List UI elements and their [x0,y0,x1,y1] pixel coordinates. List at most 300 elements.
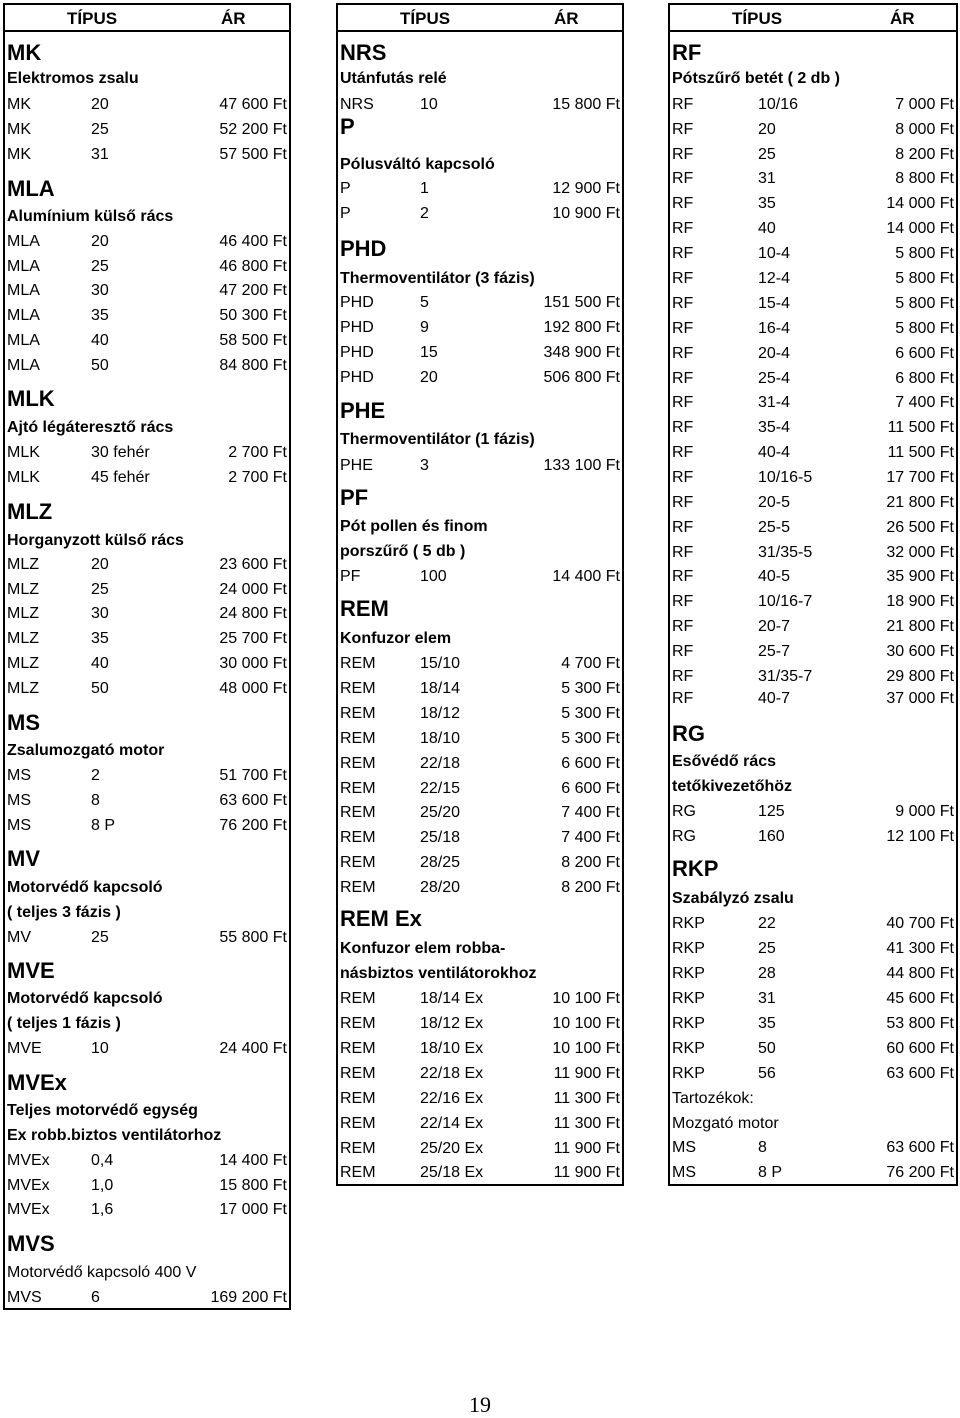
product-price: 5 800 Ft [895,319,954,337]
product-code: RF [672,493,694,511]
price-row [340,1136,620,1161]
price-row [7,92,287,117]
product-size: 5 [420,293,429,311]
description-text: Teljes motorvédő egység [7,1101,198,1119]
category-code: PF [340,484,369,510]
product-size: 10/16-7 [758,592,813,610]
product-size: 31-4 [758,393,791,411]
product-price: 15 800 Ft [552,95,620,113]
product-code: REM [340,679,376,697]
product-size: 40 [758,219,776,237]
category-description [7,528,287,553]
product-price: 7 400 Ft [561,803,620,821]
product-price: 6 600 Ft [561,779,620,797]
product-price: 14 400 Ft [552,567,620,585]
description-text: Konfuzor elem [340,629,452,647]
price-row [7,465,287,490]
price-row [340,776,620,801]
product-size: 22/16 Ex [420,1089,484,1107]
description-text: tetőkivezetőhöz [672,777,793,795]
price-row [340,564,620,589]
product-price: 14 400 Ft [219,1151,287,1169]
product-code: MK [7,120,31,138]
price-row [7,353,287,378]
description-text: Motorvédő kapcsoló 400 V [7,1263,197,1281]
category-heading [340,398,620,423]
product-code: MLZ [7,629,39,647]
column-header [338,5,622,32]
product-code: RF [672,95,694,113]
product-size: 22 [758,914,776,932]
product-price: 53 800 Ft [886,1014,954,1032]
product-price: 6 600 Ft [895,344,954,362]
product-code: MVEx [7,1176,50,1194]
product-size: 160 [758,827,785,845]
product-price: 24 800 Ft [219,604,287,622]
description-text: Konfuzor elem robba- [340,939,506,957]
product-size: 25 [91,580,109,598]
category-description [7,875,287,900]
price-row [672,166,954,191]
price-row [7,142,287,167]
product-size: 3 [420,456,429,474]
product-code: REM [340,853,376,871]
category-heading [7,40,287,65]
product-code: RF [672,443,694,461]
product-size: 20-7 [758,617,791,635]
product-code: REM [340,878,376,896]
product-size: 22/18 Ex [420,1064,484,1082]
product-price: 10 100 Ft [552,1039,620,1057]
product-code: MLZ [7,555,39,573]
product-size: 40 [91,654,109,672]
price-row [340,986,620,1011]
category-description [7,1011,287,1036]
product-size: 40-7 [758,689,791,707]
price-row [7,601,287,626]
price-row [672,341,954,366]
price-row [7,1285,287,1310]
product-size: 22/15 [420,779,461,797]
product-code: MS [7,791,31,809]
price-row [340,1036,620,1061]
product-price: 63 600 Ft [886,1138,954,1156]
product-price: 84 800 Ft [219,356,287,374]
product-code: RF [672,169,694,187]
price-row [7,763,287,788]
price-row [672,316,954,341]
product-code: MV [7,928,31,946]
price-row [7,626,287,651]
price-row [7,925,287,950]
product-code: RKP [672,1064,705,1082]
product-price: 47 200 Ft [219,281,287,299]
product-size: 25-5 [758,518,791,536]
price-row [672,1160,954,1185]
category-description [672,774,954,799]
product-size: 25-4 [758,369,791,387]
product-code: RG [672,827,696,845]
product-price: 14 000 Ft [886,194,954,212]
price-row [340,701,620,726]
product-code: RF [672,244,694,262]
price-row [7,651,287,676]
product-code: P [340,204,351,222]
product-code: RF [672,393,694,411]
category-code: NRS [340,39,387,65]
product-price: 4 700 Ft [561,654,620,672]
product-code: RF [672,667,694,685]
product-size: 25 [91,928,109,946]
product-code: PHD [340,368,374,386]
category-description [672,66,954,91]
product-code: MLK [7,468,40,486]
product-price: 5 300 Ft [561,704,620,722]
description-text: Thermoventilátor (3 fázis) [340,269,535,287]
product-price: 48 000 Ft [219,679,287,697]
price-row [672,440,954,465]
page-number: 19 [469,1392,491,1417]
product-code: RF [672,617,694,635]
product-size: 31/35-7 [758,667,813,685]
product-code: RF [672,418,694,436]
product-price: 2 700 Ft [228,468,287,486]
price-row [672,92,954,117]
product-code: MLZ [7,679,39,697]
product-price: 21 800 Ft [886,617,954,635]
description-text: Zsalumozgató motor [7,741,165,759]
product-price: 29 800 Ft [886,667,954,685]
product-size: 18/12 [420,704,461,722]
product-code: RF [672,543,694,561]
price-row [7,813,287,838]
price-row [7,328,287,353]
category-heading [7,710,287,735]
header-type: TÍPUS [67,9,118,28]
product-code: REM [340,1089,376,1107]
product-price: 6 600 Ft [561,754,620,772]
price-row [672,911,954,936]
product-size: 18/14 [420,679,461,697]
product-price: 133 100 Ft [543,456,620,474]
header-price: ÁR [221,9,246,28]
category-description [340,936,620,961]
price-row [672,366,954,391]
product-size: 25/20 Ex [420,1139,484,1157]
product-size: 9 [420,318,429,336]
product-price: 63 600 Ft [886,1064,954,1082]
category-heading [340,40,620,65]
price-row [672,266,954,291]
product-price: 25 700 Ft [219,629,287,647]
product-size: 1,0 [91,1176,114,1194]
product-code: P [340,179,351,197]
price-row [7,1036,287,1061]
product-price: 45 600 Ft [886,989,954,1007]
product-code: NRS [340,95,374,113]
category-heading [340,596,620,621]
category-description [340,514,620,539]
product-code: MS [7,816,31,834]
product-price: 348 900 Ft [543,343,620,361]
price-row [7,229,287,254]
price-row [672,936,954,961]
product-code: MLA [7,331,40,349]
product-code: REM [340,754,376,772]
category-description [672,886,954,911]
category-code: REM Ex [340,905,422,931]
product-price: 151 500 Ft [543,293,620,311]
product-price: 5 300 Ft [561,729,620,747]
price-row [340,1011,620,1036]
category-heading [7,499,287,524]
price-row [7,1197,287,1222]
category-code: MLK [7,385,55,411]
category-heading [672,721,954,746]
product-size: 31/35-5 [758,543,813,561]
product-size: 25-7 [758,642,791,660]
product-size: 50 [91,679,109,697]
price-row [672,1011,954,1036]
product-code: RF [672,592,694,610]
description-text: Utánfutás relé [340,69,447,87]
category-description [340,539,620,564]
product-price: 8 200 Ft [561,878,620,896]
product-price: 10 100 Ft [552,1014,620,1032]
product-code: PHE [340,456,373,474]
product-size: 12-4 [758,269,791,287]
product-code: MLZ [7,604,39,622]
product-size: 45 fehér [91,468,150,486]
product-code: REM [340,1014,376,1032]
price-row [672,961,954,986]
price-row [340,1061,620,1086]
price-row [672,390,954,415]
category-code: RKP [672,855,719,881]
note-text [7,1260,287,1285]
product-price: 46 400 Ft [219,232,287,250]
description-text: Esővédő rács [672,752,777,770]
product-code: REM [340,1163,376,1181]
product-size: 22/14 Ex [420,1114,484,1132]
product-price: 17 700 Ft [886,468,954,486]
product-size: 8 [758,1138,767,1156]
price-row [340,1160,620,1185]
product-size: 28/25 [420,853,461,871]
product-size: 40-5 [758,567,791,585]
product-code: RF [672,294,694,312]
product-price: 11 300 Ft [553,1114,620,1132]
header-type: TÍPUS [400,9,451,28]
price-column-1 [3,3,291,1310]
product-code: RF [672,567,694,585]
product-price: 52 200 Ft [219,120,287,138]
product-code: MVEx [7,1151,50,1169]
price-row [7,117,287,142]
product-code: REM [340,779,376,797]
product-size: 20 [758,120,776,138]
category-description [672,749,954,774]
note-text [672,1086,954,1111]
description-text: Mozgató motor [672,1114,779,1132]
product-size: 0,4 [91,1151,114,1169]
product-price: 58 500 Ft [219,331,287,349]
price-row [672,589,954,614]
product-size: 35-4 [758,418,791,436]
category-code: MVS [7,1230,55,1256]
product-code: RF [672,269,694,287]
product-price: 44 800 Ft [886,964,954,982]
product-size: 56 [758,1064,776,1082]
product-size: 28/20 [420,878,461,896]
product-price: 5 800 Ft [895,269,954,287]
product-price: 11 900 Ft [553,1163,620,1181]
product-price: 169 200 Ft [210,1288,287,1306]
price-column-3 [668,3,958,1186]
product-code: RF [672,344,694,362]
product-size: 30 fehér [91,443,150,461]
category-heading [672,40,954,65]
price-row [340,365,620,390]
description-text: ( teljes 1 fázis ) [7,1014,121,1032]
product-size: 18/14 Ex [420,989,484,1007]
product-size: 20-5 [758,493,791,511]
product-price: 2 700 Ft [228,443,287,461]
product-size: 31 [758,989,776,1007]
product-price: 46 800 Ft [219,257,287,275]
category-code: P [340,113,355,139]
category-heading [7,846,287,871]
product-code: REM [340,704,376,722]
product-code: RKP [672,964,705,982]
product-price: 11 900 Ft [553,1139,620,1157]
price-row [672,799,954,824]
price-row [7,676,287,701]
price-row [340,651,620,676]
product-price: 5 800 Ft [895,294,954,312]
product-price: 51 700 Ft [219,766,287,784]
product-price: 40 700 Ft [886,914,954,932]
product-size: 50 [91,356,109,374]
product-code: MLA [7,356,40,374]
price-row [7,788,287,813]
price-row [672,515,954,540]
category-description [7,1098,287,1123]
product-code: RKP [672,939,705,957]
product-price: 21 800 Ft [886,493,954,511]
product-code: MLA [7,281,40,299]
product-size: 22/18 [420,754,461,772]
product-size: 20 [91,95,109,113]
product-code: REM [340,989,376,1007]
category-code: MV [7,845,40,871]
description-text: Elektromos zsalu [7,69,139,87]
product-size: 20 [420,368,438,386]
product-price: 12 900 Ft [552,179,620,197]
price-row [672,117,954,142]
product-size: 30 [91,604,109,622]
product-code: RF [672,219,694,237]
price-row [672,540,954,565]
product-size: 25 [758,939,776,957]
product-size: 125 [758,802,785,820]
category-heading [340,906,620,931]
product-size: 10 [91,1039,109,1057]
category-heading [7,176,287,201]
product-size: 10/16 [758,95,799,113]
product-price: 18 900 Ft [886,592,954,610]
product-price: 9 000 Ft [895,802,954,820]
product-size: 16-4 [758,319,791,337]
category-code: MLA [7,175,55,201]
price-row [672,824,954,849]
product-size: 8 [91,791,100,809]
product-price: 506 800 Ft [543,368,620,386]
description-text: Ex robb.biztos ventilátorhoz [7,1126,222,1144]
product-price: 12 100 Ft [886,827,954,845]
product-code: MLZ [7,580,39,598]
product-size: 30 [91,281,109,299]
product-price: 7 400 Ft [561,828,620,846]
price-row [340,290,620,315]
price-row [340,676,620,701]
product-price: 23 600 Ft [219,555,287,573]
product-code: REM [340,1114,376,1132]
description-text: Tartozékok: [672,1089,754,1107]
product-price: 14 000 Ft [886,219,954,237]
product-price: 15 800 Ft [219,1176,287,1194]
price-row [672,465,954,490]
price-row [672,142,954,167]
product-code: MLA [7,232,40,250]
product-price: 41 300 Ft [886,939,954,957]
product-size: 20 [91,555,109,573]
category-description [340,961,620,986]
category-description [7,738,287,763]
product-size: 6 [91,1288,100,1306]
product-price: 5 800 Ft [895,244,954,262]
category-description [340,626,620,651]
price-row [7,1148,287,1173]
product-code: RG [672,802,696,820]
category-description [7,900,287,925]
product-code: MVS [7,1288,42,1306]
description-text: Pólusváltó kapcsoló [340,155,495,173]
category-description [7,986,287,1011]
product-price: 7 000 Ft [895,95,954,113]
product-code: REM [340,654,376,672]
product-price: 55 800 Ft [219,928,287,946]
product-size: 25/18 [420,828,461,846]
product-size: 40 [91,331,109,349]
product-size: 10/16-5 [758,468,813,486]
category-description [340,266,620,291]
product-price: 57 500 Ft [219,145,287,163]
price-row [340,340,620,365]
category-description [340,152,620,177]
price-row [672,686,954,711]
product-price: 11 300 Ft [553,1089,620,1107]
product-price: 8 200 Ft [561,853,620,871]
price-row [672,1061,954,1086]
category-description [7,1123,287,1148]
category-heading [340,236,620,261]
price-row [672,614,954,639]
category-code: RF [672,39,702,65]
price-row [340,875,620,900]
product-price: 76 200 Ft [219,816,287,834]
description-text: Horganyzott külső rács [7,531,184,549]
